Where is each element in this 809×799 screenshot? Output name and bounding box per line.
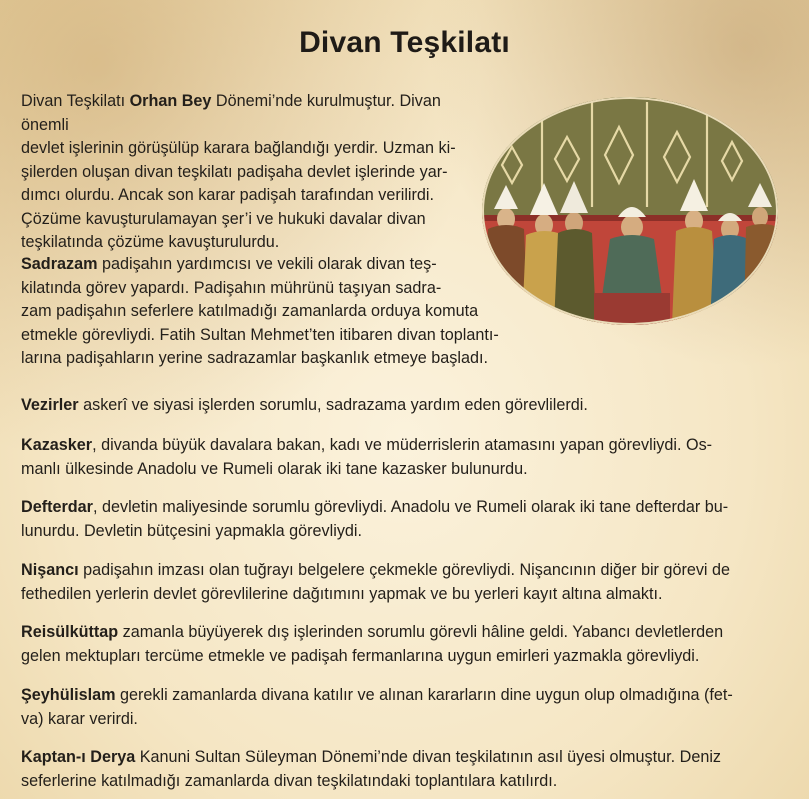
text-line: padişahın yardımcısı ve vekili olarak divan teş- [97,255,437,273]
text-line: zamanla büyüyerek dış işlerinden sorumlu görevli hâline geldi. Yabancı devletlerden [118,623,724,641]
paragraph-kaptan-i-derya [21,746,796,793]
text-line: gelen mektupları tercüme etmekle ve padişah fermanlarına uygun emirleri yazmakla görevliydi. [21,646,700,665]
term-reisulkuttap: Reisülküttap [21,623,119,641]
text-line: , devletin maliyesinde sorumlu görevliydi. Anadolu ve Rumeli olarak iki tane defterdar bu- [92,498,729,516]
term-nisanci: Nişancı [21,561,79,579]
text-line: etmekle görevliydi. Fatih Sultan Mehmet’ten itibaren divan toplantı- [21,325,499,344]
text-line: zam padişahın seferlere katılmadığı zamanlarda orduya komuta [21,302,479,320]
page-title: Divan Teşkilatı [299,26,510,59]
paragraph-defterdar [21,496,796,543]
text-line: Kanuni Sultan Süleyman Dönemi’nde divan teşkilatının asıl üyesi olmuştur. Deniz [135,748,722,766]
term-sadrazam: Sadrazam [21,255,98,273]
text-line: askerî ve siyasi işlerden sorumlu, sadrazama yardım eden görevlilerdi. [78,396,588,414]
paragraph-intro [21,90,491,255]
text-line: dımcı olurdu. Ancak son karar padişah tarafından verilirdi. [21,186,434,204]
text-line: lunurdu. Devletin bütçesini yapmakla görevliydi. [21,521,363,540]
paragraph-vezirler [21,394,796,418]
text-line: şilerden oluşan divan teşkilatı padişaha devlet işlerinde yar- [21,162,448,181]
text-line: fethedilen yerlerin devlet görevlilerine dağıtımını yapmak ve bu yerleri kayıt altına almaktı. [21,584,663,603]
paragraph-nisanci [21,559,796,606]
text-line: kilatında görev yapardı. Padişahın mührünü taşıyan sadra- [21,278,442,297]
text-line: , divanda büyük davalara bakan, kadı ve müderrislerin atamasını yapan görevliydi. Os- [92,436,713,454]
paragraph-sadrazam [21,253,541,371]
intro-text: Divan Teşkilatı [21,92,130,110]
text-line: devlet işlerinin görüşülüp karara bağlandığı yerdir. Uzman ki- [21,139,456,157]
text-line: seferlerine katılmadığı zamanlarda divan teşkilatındaki toplantılara katılırdı. [21,771,558,790]
term-defterdar: Defterdar [21,498,93,516]
text-line: larına padişahların yerine sadrazamlar başkanlık etmeye başladı. [21,349,488,367]
term-kazasker: Kazasker [21,436,93,454]
term-seyhulislam: Şeyhülislam [21,686,116,704]
text-line: manlı ülkesinde Anadolu ve Rumeli olarak iki tane kazasker bulunurdu. [21,459,528,478]
paragraph-reisulkuttap [21,621,796,668]
text-line: gerekli zamanlarda divana katılır ve alınan kararların dine uygun olup olmadığına (fet- [115,686,733,704]
text-line: padişahın imzası olan tuğrayı belgelere çekmekle görevliydi. Nişancının diğer bir görevi de [78,561,731,579]
text-line: Dönemi’nde kurulmuştur. Divan önemli [21,92,441,134]
text-line: Çözüme kavuşturulamayan şer’i ve hukuki davalar divan [21,209,426,228]
text-line: teşkilatında çözüme kavuşturulurdu. [21,233,280,251]
text-line: va) karar verirdi. [21,709,138,728]
term-vezirler: Vezirler [21,396,79,414]
paragraph-seyhulislam [21,684,796,731]
term-orhan-bey: Orhan Bey [129,92,212,110]
term-kaptan-i-derya: Kaptan-ı Derya [21,748,136,766]
paragraph-kazasker [21,434,796,481]
